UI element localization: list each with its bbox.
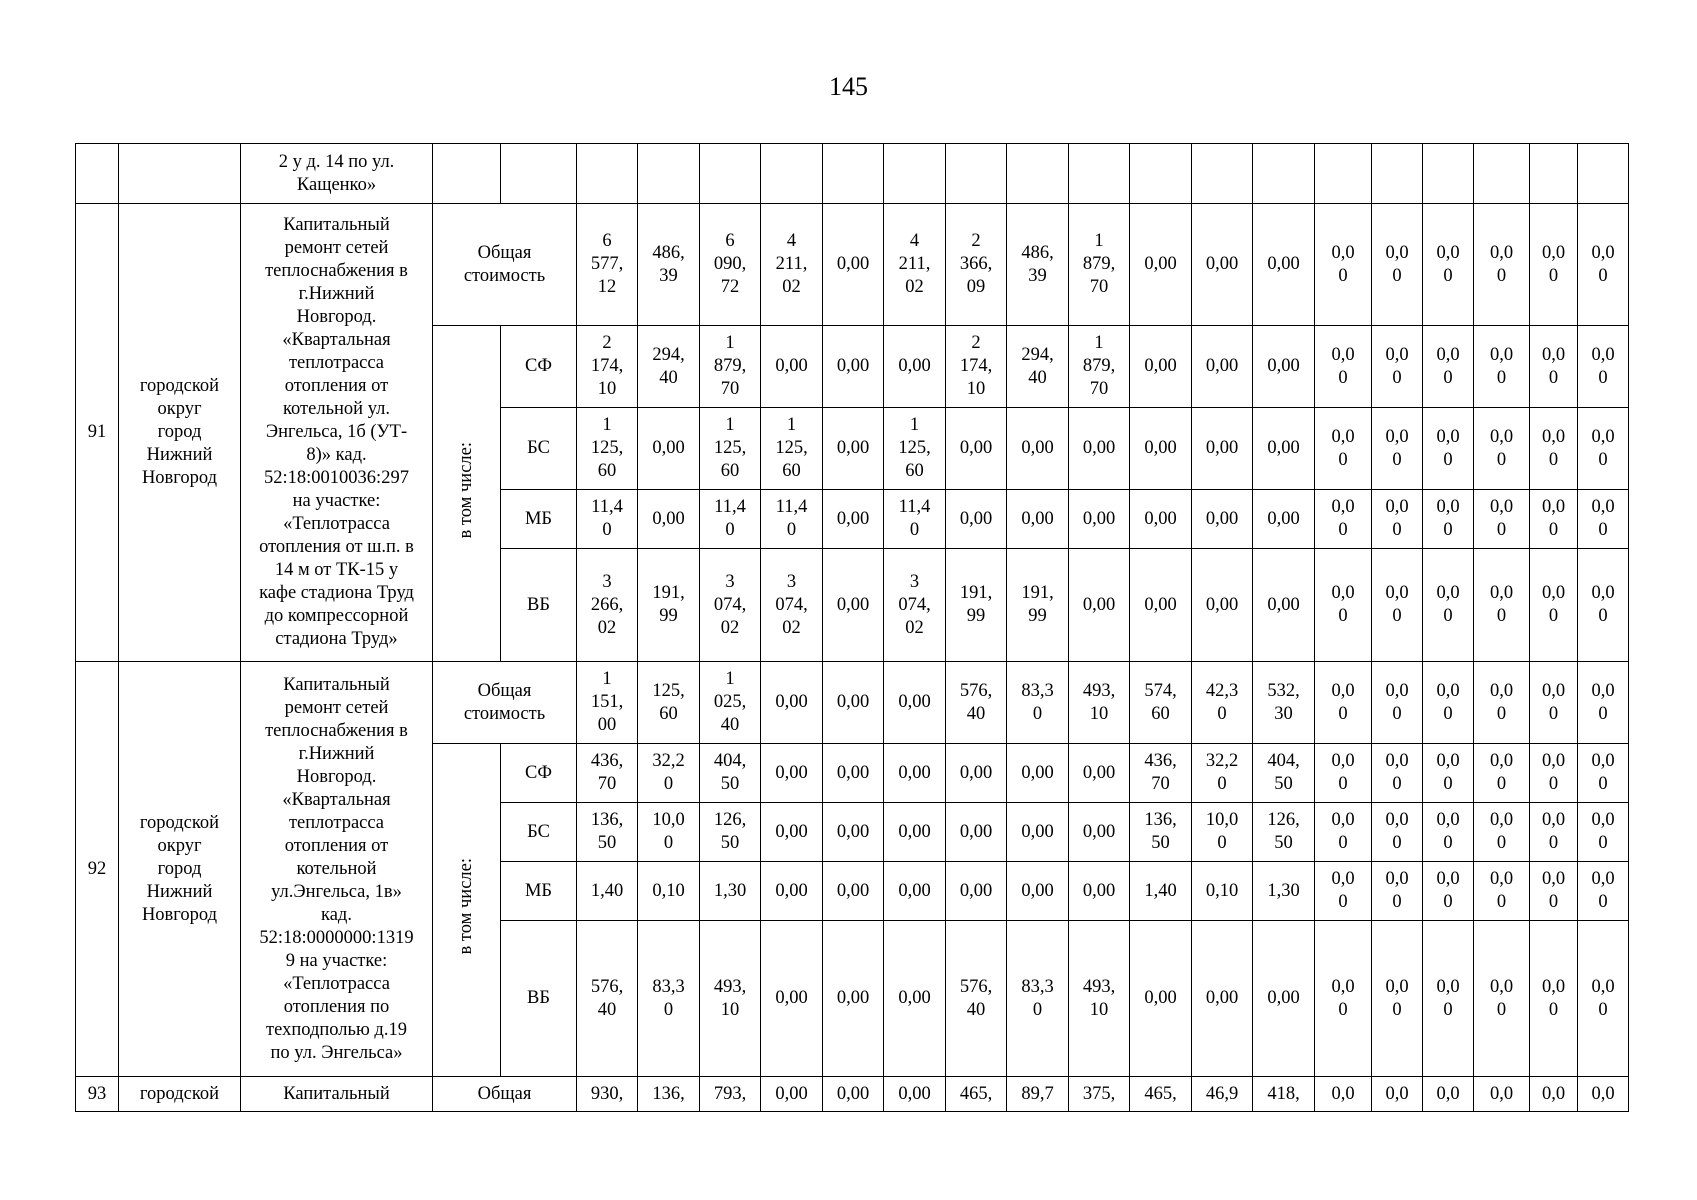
total-value-15: 0,0 — [1423, 1077, 1474, 1112]
total-value-16: 0,0 — [1474, 1077, 1530, 1112]
funding-value-8: 0,00 — [1007, 490, 1069, 549]
funding-value-4: 11,4 0 — [761, 490, 823, 549]
funding-value-17: 0,0 0 — [1530, 549, 1578, 662]
total-value-17: 0,0 — [1530, 1077, 1578, 1112]
funding-value-4: 0,00 — [761, 921, 823, 1077]
funding-value-14: 0,0 0 — [1372, 490, 1423, 549]
funding-value-14: 0,0 0 — [1372, 408, 1423, 490]
total-value-15: 0,0 0 — [1423, 204, 1474, 326]
funding-value-17: 0,0 0 — [1530, 803, 1578, 862]
funding-value-4: 0,00 — [761, 744, 823, 803]
funding-value-15: 0,0 0 — [1423, 408, 1474, 490]
total-value-12: 532, 30 — [1253, 662, 1315, 744]
funding-value-3: 1 125, 60 — [700, 408, 761, 490]
funding-value-13: 0,0 0 — [1315, 490, 1372, 549]
funding-source-label: МБ — [501, 490, 577, 549]
funding-value-12: 404, 50 — [1253, 744, 1315, 803]
total-value-7: 576, 40 — [946, 662, 1007, 744]
total-value-17: 0,0 0 — [1530, 204, 1578, 326]
project-description: Капитальный — [241, 1077, 433, 1112]
funding-value-7: 0,00 — [946, 490, 1007, 549]
total-value-5: 0,00 — [823, 662, 884, 744]
funding-value-14: 0,0 0 — [1372, 803, 1423, 862]
funding-value-10: 1,40 — [1130, 862, 1192, 921]
funding-value-16: 0,0 0 — [1474, 549, 1530, 662]
funding-value-11: 32,2 0 — [1192, 744, 1253, 803]
funding-value-17: 0,0 0 — [1530, 921, 1578, 1077]
total-value-1: 6 577, 12 — [577, 204, 638, 326]
funding-value-13: 0,0 0 — [1315, 803, 1372, 862]
total-value-3: 793, — [700, 1077, 761, 1112]
total-cost-label: Общая стоимость — [433, 662, 577, 744]
funding-value-10: 0,00 — [1130, 408, 1192, 490]
funding-value-10: 436, 70 — [1130, 744, 1192, 803]
funding-value-3: 404, 50 — [700, 744, 761, 803]
value-cell — [1530, 144, 1578, 204]
total-value-1: 930, — [577, 1077, 638, 1112]
funding-value-8: 191, 99 — [1007, 549, 1069, 662]
total-value-14: 0,0 0 — [1372, 204, 1423, 326]
funding-value-2: 191, 99 — [638, 549, 700, 662]
funding-value-5: 0,00 — [823, 326, 884, 408]
value-cell — [1130, 144, 1192, 204]
total-value-13: 0,0 — [1315, 1077, 1372, 1112]
funding-value-5: 0,00 — [823, 549, 884, 662]
total-value-3: 1 025, 40 — [700, 662, 761, 744]
funding-value-11: 0,00 — [1192, 408, 1253, 490]
total-value-8: 83,3 0 — [1007, 662, 1069, 744]
funding-value-4: 0,00 — [761, 803, 823, 862]
funding-value-10: 0,00 — [1130, 490, 1192, 549]
funding-value-18: 0,0 0 — [1578, 549, 1629, 662]
funding-value-6: 3 074, 02 — [884, 549, 946, 662]
value-cell — [884, 144, 946, 204]
funding-value-8: 0,00 — [1007, 862, 1069, 921]
total-value-13: 0,0 0 — [1315, 204, 1372, 326]
municipality: городской округ город Нижний Новгород — [119, 204, 241, 662]
total-value-11: 46,9 — [1192, 1077, 1253, 1112]
funding-value-6: 1 125, 60 — [884, 408, 946, 490]
table-row — [76, 662, 1629, 744]
funding-value-16: 0,0 0 — [1474, 921, 1530, 1077]
total-value-8: 486, 39 — [1007, 204, 1069, 326]
funding-value-16: 0,0 0 — [1474, 490, 1530, 549]
funding-value-3: 1 879, 70 — [700, 326, 761, 408]
funding-value-4: 0,00 — [761, 862, 823, 921]
funding-value-7: 576, 40 — [946, 921, 1007, 1077]
funding-value-8: 83,3 0 — [1007, 921, 1069, 1077]
funding-value-9: 0,00 — [1069, 744, 1130, 803]
value-cell — [1372, 144, 1423, 204]
total-value-12: 0,00 — [1253, 204, 1315, 326]
total-value-2: 136, — [638, 1077, 700, 1112]
funding-value-2: 32,2 0 — [638, 744, 700, 803]
funding-value-12: 0,00 — [1253, 549, 1315, 662]
funding-value-3: 1,30 — [700, 862, 761, 921]
funding-value-8: 0,00 — [1007, 408, 1069, 490]
total-value-4: 4 211, 02 — [761, 204, 823, 326]
funding-value-2: 0,10 — [638, 862, 700, 921]
total-value-6: 0,00 — [884, 662, 946, 744]
total-value-14: 0,0 0 — [1372, 662, 1423, 744]
funding-value-18: 0,0 0 — [1578, 490, 1629, 549]
total-value-1: 1 151, 00 — [577, 662, 638, 744]
value-cell — [577, 144, 638, 204]
funding-value-13: 0,0 0 — [1315, 326, 1372, 408]
total-value-14: 0,0 — [1372, 1077, 1423, 1112]
funding-value-9: 0,00 — [1069, 490, 1130, 549]
funding-source-label: СФ — [501, 326, 577, 408]
funding-value-18: 0,0 0 — [1578, 921, 1629, 1077]
value-cell — [1007, 144, 1069, 204]
total-value-10: 574, 60 — [1130, 662, 1192, 744]
funding-value-5: 0,00 — [823, 744, 884, 803]
value-cell — [823, 144, 884, 204]
funding-value-11: 0,00 — [1192, 490, 1253, 549]
funding-value-1: 1 125, 60 — [577, 408, 638, 490]
row-number: 91 — [76, 204, 119, 662]
table-row — [76, 204, 1629, 326]
funding-value-7: 0,00 — [946, 803, 1007, 862]
funding-value-6: 0,00 — [884, 803, 946, 862]
total-value-10: 465, — [1130, 1077, 1192, 1112]
funding-value-18: 0,0 0 — [1578, 862, 1629, 921]
funding-value-12: 0,00 — [1253, 490, 1315, 549]
funding-value-13: 0,0 0 — [1315, 862, 1372, 921]
continuation-description: 2 у д. 14 по ул. Кащенко» — [241, 144, 433, 204]
including-label — [433, 744, 501, 1077]
funding-value-9: 0,00 — [1069, 549, 1130, 662]
total-value-9: 375, — [1069, 1077, 1130, 1112]
total-value-16: 0,0 0 — [1474, 662, 1530, 744]
funding-value-18: 0,0 0 — [1578, 803, 1629, 862]
total-value-18: 0,0 — [1578, 1077, 1629, 1112]
funding-value-16: 0,0 0 — [1474, 408, 1530, 490]
funding-value-8: 294, 40 — [1007, 326, 1069, 408]
funding-value-13: 0,0 0 — [1315, 408, 1372, 490]
funding-value-1: 576, 40 — [577, 921, 638, 1077]
page-number: 145 — [829, 72, 868, 101]
funding-value-13: 0,0 0 — [1315, 549, 1372, 662]
funding-value-9: 1 879, 70 — [1069, 326, 1130, 408]
funding-value-6: 0,00 — [884, 921, 946, 1077]
value-cell — [946, 144, 1007, 204]
total-value-6: 0,00 — [884, 1077, 946, 1112]
total-value-11: 42,3 0 — [1192, 662, 1253, 744]
total-value-12: 418, — [1253, 1077, 1315, 1112]
value-cell — [638, 144, 700, 204]
funding-value-6: 0,00 — [884, 744, 946, 803]
funding-value-14: 0,0 0 — [1372, 326, 1423, 408]
funding-value-6: 11,4 0 — [884, 490, 946, 549]
funding-value-6: 0,00 — [884, 326, 946, 408]
total-value-11: 0,00 — [1192, 204, 1253, 326]
funding-source-label: БС — [501, 803, 577, 862]
funding-value-12: 0,00 — [1253, 326, 1315, 408]
row-number: 92 — [76, 662, 119, 1077]
funding-value-14: 0,0 0 — [1372, 744, 1423, 803]
budget-table — [75, 143, 1629, 1112]
total-value-7: 465, — [946, 1077, 1007, 1112]
funding-source-label: ВБ — [501, 549, 577, 662]
row-num-cell — [76, 144, 119, 204]
funding-value-1: 3 266, 02 — [577, 549, 638, 662]
funding-value-14: 0,0 0 — [1372, 921, 1423, 1077]
total-value-4: 0,00 — [761, 1077, 823, 1112]
total-value-9: 493, 10 — [1069, 662, 1130, 744]
value-cell — [1474, 144, 1530, 204]
total-value-2: 486, 39 — [638, 204, 700, 326]
funding-value-3: 3 074, 02 — [700, 549, 761, 662]
value-cell — [700, 144, 761, 204]
funding-value-15: 0,0 0 — [1423, 326, 1474, 408]
total-cost-label: Общая стоимость — [433, 204, 577, 326]
funding-value-15: 0,0 0 — [1423, 921, 1474, 1077]
total-value-5: 0,00 — [823, 204, 884, 326]
total-value-18: 0,0 0 — [1578, 662, 1629, 744]
total-value-5: 0,00 — [823, 1077, 884, 1112]
funding-value-1: 2 174, 10 — [577, 326, 638, 408]
funding-value-2: 83,3 0 — [638, 921, 700, 1077]
value-cell — [1069, 144, 1130, 204]
funding-value-3: 493, 10 — [700, 921, 761, 1077]
project-description: Капитальный ремонт сетей теплоснабжения в г.Нижний Новгород. «Квартальная теплотрасса отопления от котельной ул. Энгельса, 1б (УТ- 8)» кад. 52:18:0010036:297 на участке: «Теплотрасса отопления от ш.п. в 14 м от ТК-15 у кафе стадиона Труд до компрессорной стадиона Труд» — [241, 204, 433, 662]
funding-value-17: 0,0 0 — [1530, 862, 1578, 921]
funding-value-15: 0,0 0 — [1423, 862, 1474, 921]
funding-value-4: 1 125, 60 — [761, 408, 823, 490]
funding-value-5: 0,00 — [823, 408, 884, 490]
total-value-17: 0,0 0 — [1530, 662, 1578, 744]
value-cell — [1192, 144, 1253, 204]
including-label-text: в том числе: — [456, 441, 476, 539]
funding-value-6: 0,00 — [884, 862, 946, 921]
total-value-16: 0,0 0 — [1474, 204, 1530, 326]
funding-value-12: 126, 50 — [1253, 803, 1315, 862]
project-description: Капитальный ремонт сетей теплоснабжения в г.Нижний Новгород. «Квартальная теплотрасса отопления от котельной ул.Энгельса, 1в» кад. 52:18:0000000:1319 9 на участке: «Теплотрасса отопления по техподполью д.19 по ул. Энгельса» — [241, 662, 433, 1077]
funding-value-17: 0,0 0 — [1530, 408, 1578, 490]
total-value-9: 1 879, 70 — [1069, 204, 1130, 326]
funding-value-18: 0,0 0 — [1578, 744, 1629, 803]
funding-value-8: 0,00 — [1007, 803, 1069, 862]
funding-value-17: 0,0 0 — [1530, 744, 1578, 803]
total-value-8: 89,7 — [1007, 1077, 1069, 1112]
funding-value-10: 0,00 — [1130, 549, 1192, 662]
including-label — [433, 326, 501, 662]
funding-value-11: 0,00 — [1192, 326, 1253, 408]
row-number: 93 — [76, 1077, 119, 1112]
funding-value-7: 0,00 — [946, 744, 1007, 803]
value-cell — [761, 144, 823, 204]
funding-source-label: ВБ — [501, 921, 577, 1077]
funding-value-3: 126, 50 — [700, 803, 761, 862]
funding-value-13: 0,0 0 — [1315, 921, 1372, 1077]
funding-value-16: 0,0 0 — [1474, 803, 1530, 862]
funding-value-11: 0,00 — [1192, 549, 1253, 662]
funding-value-1: 436, 70 — [577, 744, 638, 803]
total-value-7: 2 366, 09 — [946, 204, 1007, 326]
funding-value-12: 0,00 — [1253, 408, 1315, 490]
total-value-3: 6 090, 72 — [700, 204, 761, 326]
funding-value-9: 0,00 — [1069, 862, 1130, 921]
funding-value-14: 0,0 0 — [1372, 549, 1423, 662]
funding-value-10: 0,00 — [1130, 326, 1192, 408]
value-cell — [1578, 144, 1629, 204]
total-value-15: 0,0 0 — [1423, 662, 1474, 744]
total-value-4: 0,00 — [761, 662, 823, 744]
funding-value-17: 0,0 0 — [1530, 326, 1578, 408]
municipality: городской округ город Нижний Новгород — [119, 662, 241, 1077]
label-cell — [433, 144, 501, 204]
funding-value-18: 0,0 0 — [1578, 326, 1629, 408]
funding-value-13: 0,0 0 — [1315, 744, 1372, 803]
value-cell — [1423, 144, 1474, 204]
total-value-18: 0,0 0 — [1578, 204, 1629, 326]
total-value-6: 4 211, 02 — [884, 204, 946, 326]
funding-value-8: 0,00 — [1007, 744, 1069, 803]
municipality-cell — [119, 144, 241, 204]
funding-value-11: 0,00 — [1192, 921, 1253, 1077]
funding-value-18: 0,0 0 — [1578, 408, 1629, 490]
funding-value-5: 0,00 — [823, 862, 884, 921]
funding-value-15: 0,0 0 — [1423, 803, 1474, 862]
funding-source-label: СФ — [501, 744, 577, 803]
funding-value-16: 0,0 0 — [1474, 744, 1530, 803]
total-value-2: 125, 60 — [638, 662, 700, 744]
funding-value-15: 0,0 0 — [1423, 490, 1474, 549]
funding-value-2: 0,00 — [638, 408, 700, 490]
funding-source-label: МБ — [501, 862, 577, 921]
funding-value-15: 0,0 0 — [1423, 549, 1474, 662]
funding-value-4: 0,00 — [761, 326, 823, 408]
funding-value-7: 0,00 — [946, 862, 1007, 921]
funding-value-12: 1,30 — [1253, 862, 1315, 921]
funding-value-16: 0,0 0 — [1474, 326, 1530, 408]
funding-value-1: 1,40 — [577, 862, 638, 921]
funding-value-4: 3 074, 02 — [761, 549, 823, 662]
funding-value-7: 2 174, 10 — [946, 326, 1007, 408]
funding-value-11: 10,0 0 — [1192, 803, 1253, 862]
funding-value-5: 0,00 — [823, 803, 884, 862]
funding-value-3: 11,4 0 — [700, 490, 761, 549]
label-cell — [501, 144, 577, 204]
municipality: городской — [119, 1077, 241, 1112]
funding-value-17: 0,0 0 — [1530, 490, 1578, 549]
funding-value-16: 0,0 0 — [1474, 862, 1530, 921]
funding-value-10: 0,00 — [1130, 921, 1192, 1077]
including-label-text: в том числе: — [456, 858, 476, 955]
funding-value-2: 294, 40 — [638, 326, 700, 408]
funding-value-12: 0,00 — [1253, 921, 1315, 1077]
funding-value-11: 0,10 — [1192, 862, 1253, 921]
funding-value-9: 493, 10 — [1069, 921, 1130, 1077]
funding-value-1: 11,4 0 — [577, 490, 638, 549]
funding-value-9: 0,00 — [1069, 408, 1130, 490]
value-cell — [1253, 144, 1315, 204]
funding-value-2: 0,00 — [638, 490, 700, 549]
total-cost-label: Общая — [433, 1077, 577, 1112]
funding-value-1: 136, 50 — [577, 803, 638, 862]
total-value-10: 0,00 — [1130, 204, 1192, 326]
table-row — [76, 1077, 1629, 1112]
funding-value-9: 0,00 — [1069, 803, 1130, 862]
funding-value-5: 0,00 — [823, 921, 884, 1077]
value-cell — [1315, 144, 1372, 204]
total-value-13: 0,0 0 — [1315, 662, 1372, 744]
funding-source-label: БС — [501, 408, 577, 490]
funding-value-10: 136, 50 — [1130, 803, 1192, 862]
funding-value-15: 0,0 0 — [1423, 744, 1474, 803]
funding-value-7: 0,00 — [946, 408, 1007, 490]
funding-value-5: 0,00 — [823, 490, 884, 549]
funding-value-14: 0,0 0 — [1372, 862, 1423, 921]
funding-value-2: 10,0 0 — [638, 803, 700, 862]
table-row — [76, 144, 1629, 204]
funding-value-7: 191, 99 — [946, 549, 1007, 662]
